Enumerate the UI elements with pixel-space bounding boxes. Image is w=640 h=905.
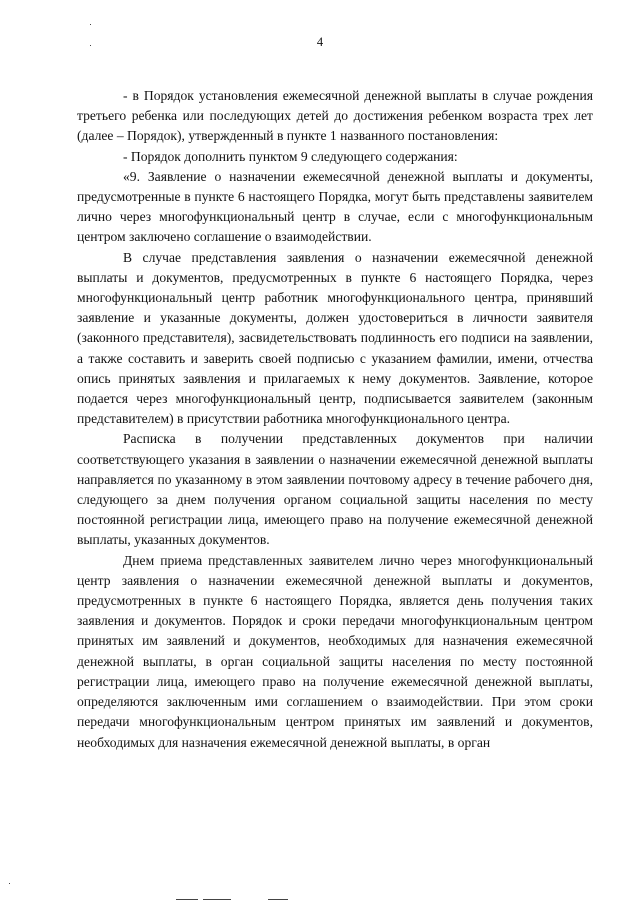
document-body <box>77 86 593 753</box>
scan-mark-left-edge <box>9 883 10 884</box>
scan-line-bottom-2 <box>203 899 231 900</box>
scan-mark-top-left-1 <box>90 24 91 25</box>
paragraph-clause-9: «9. Заявление о назначении ежемесячной денежной выплаты и документы, предусмотренные в пункте 6 настоящего Порядка, могут быть представлены заявителем лично через многофункциональный центр в случае, если с многофункциональным центром заключено соглашение о взаимодействии. <box>77 168 593 245</box>
paragraph-amendment-intro: - в Порядок установления ежемесячной денежной выплаты в случае рождения третьего ребенка или последующих детей до достижения ребенком возраста трех лет (далее – Порядок), утвержденный в пункте 1 названного постановления: <box>77 88 593 144</box>
scan-line-bottom-1 <box>176 899 198 900</box>
page-number: 4 <box>316 35 324 49</box>
paragraph-mfc-submission: В случае представления заявления о назначении ежемесячной денежной выплаты и документов, предусмотренных в пункте 6 настоящего Порядка, через многофункциональный центр работник многофункционального центра, принявший заявление и указанные документы, должен удостовериться в личности заявителя (законного представителя), засвидетельствовать подлинность его подписи на заявлении, а также составить и заверить своей подписью с указанием фамилии, имени, отчества опись принятых заявления и прилагаемых к нему документов. Заявление, которое подается через многофункциональный центр, подписывается заявителем (законным представителем) в присутствии работника многофункционального центра. <box>77 249 593 427</box>
paragraph-add-clause: - Порядок дополнить пунктом 9 следующего содержания: <box>123 148 458 164</box>
paragraph-acceptance-date: Днем приема представленных заявителем лично через многофункциональный центр заявления о назначении ежемесячной денежной выплаты и документов, предусмотренных в пункте 6 настоящего Порядка, является день получения таких заявления и документов. Порядок и сроки передачи многофункциональным центром принятых им заявлений и документов, необходимых для назначения ежемесячной денежной выплаты, в орган социальной защиты населения по месту постоянной регистрации лица, имеющего право на получение ежемесячной денежной выплаты, определяются заключенным ими соглашением о взаимодействии. При этом сроки передачи многофункциональным центром принятых им заявлений и документов, необходимых для назначения ежемесячной денежной выплаты, в орган <box>77 552 593 750</box>
paragraph-receipt: Расписка в получении представленных документов при наличии соответствующего указания в заявлении о назначении ежемесячной денежной выплаты направляется по указанному в этом заявлении почтовому адресу в течение рабочего дня, следующего за днем получения органом социальной защиты населения по месту постоянной регистрации лица, имеющего право на получение ежемесячной денежной выплаты, указанных документов. <box>77 431 593 548</box>
scan-line-bottom-3 <box>268 899 288 900</box>
scan-mark-top-left-2 <box>90 45 91 46</box>
